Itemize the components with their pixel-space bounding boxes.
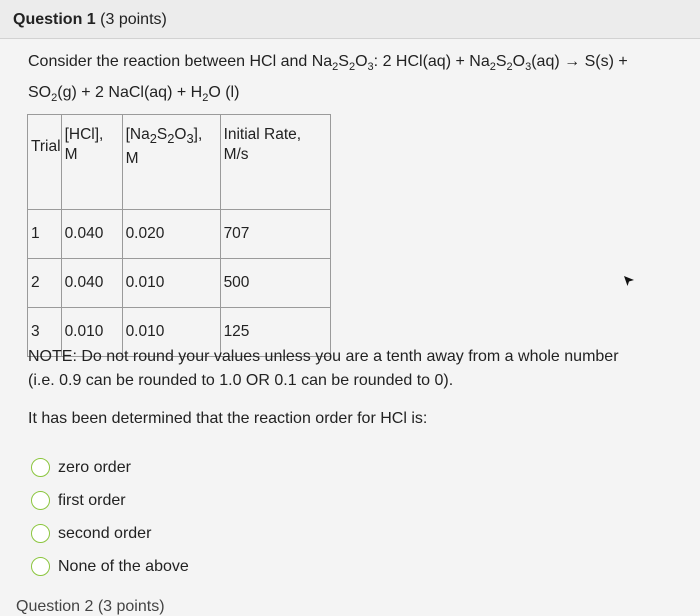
radio-button[interactable] <box>31 557 50 576</box>
question-header <box>0 0 700 39</box>
table-header-row <box>28 115 331 210</box>
table-row <box>28 210 331 259</box>
cell-rate: 125 <box>220 308 330 357</box>
radio-button[interactable] <box>31 458 50 477</box>
question-number: Question 1 <box>13 11 96 28</box>
option-first-order[interactable] <box>31 484 189 517</box>
cell-rate: 707 <box>220 210 330 259</box>
header-na2s2o3: $[Na_2S_2O_3]$, M <box>122 115 220 210</box>
cell-na2s2o3: 0.010 <box>122 259 220 308</box>
prompt-line-2: $SO_2(g) + 2$ NaCl(aq) + $H_2O$ (l) <box>28 84 240 105</box>
option-label: first order <box>58 491 126 509</box>
question-prompt <box>28 49 668 111</box>
table-row <box>28 259 331 308</box>
cell-trial: 2 <box>28 259 62 308</box>
radio-button[interactable] <box>31 524 50 543</box>
cell-trial: 3 <box>28 308 62 357</box>
cell-trial: 1 <box>28 210 62 259</box>
cell-na2s2o3: 0.020 <box>122 210 220 259</box>
question-title <box>13 11 167 29</box>
rounding-note: NOTE: Do not round your values unless you are a tenth away from a whole number (i.e. 0.9 can be rounded to 1.0 OR 0.1 can be rounded to 0). <box>28 348 619 389</box>
cell-hcl: 0.010 <box>61 308 122 357</box>
question-points: (3 points) <box>100 11 167 28</box>
mouse-cursor-icon <box>622 274 636 288</box>
answer-options <box>31 451 189 583</box>
rate-data-table <box>27 114 331 357</box>
cell-hcl: 0.040 <box>61 259 122 308</box>
question-ask: It has been determined that the reaction order for HCl is: <box>28 410 428 427</box>
cell-na2s2o3: 0.010 <box>122 308 220 357</box>
prompt-line-1: Consider the reaction between HCl and $Na_2S_2O_3$: 2 $HCl(aq) + Na_2S_2O_3(aq) \to S(s)$ + <box>28 53 628 74</box>
header-trial: Trial <box>28 115 62 210</box>
option-label: None of the above <box>58 557 189 575</box>
option-label: second order <box>58 524 152 542</box>
header-initial-rate: Initial Rate, M/s <box>220 115 330 210</box>
option-none[interactable] <box>31 550 189 583</box>
radio-button[interactable] <box>31 491 50 510</box>
option-zero-order[interactable] <box>31 451 189 484</box>
next-question-title: Question 2 (3 points) <box>16 598 165 615</box>
option-second-order[interactable] <box>31 517 189 550</box>
cell-rate: 500 <box>220 259 330 308</box>
header-hcl: [HCl], M <box>61 115 122 210</box>
option-label: zero order <box>58 458 131 476</box>
cell-hcl: 0.040 <box>61 210 122 259</box>
